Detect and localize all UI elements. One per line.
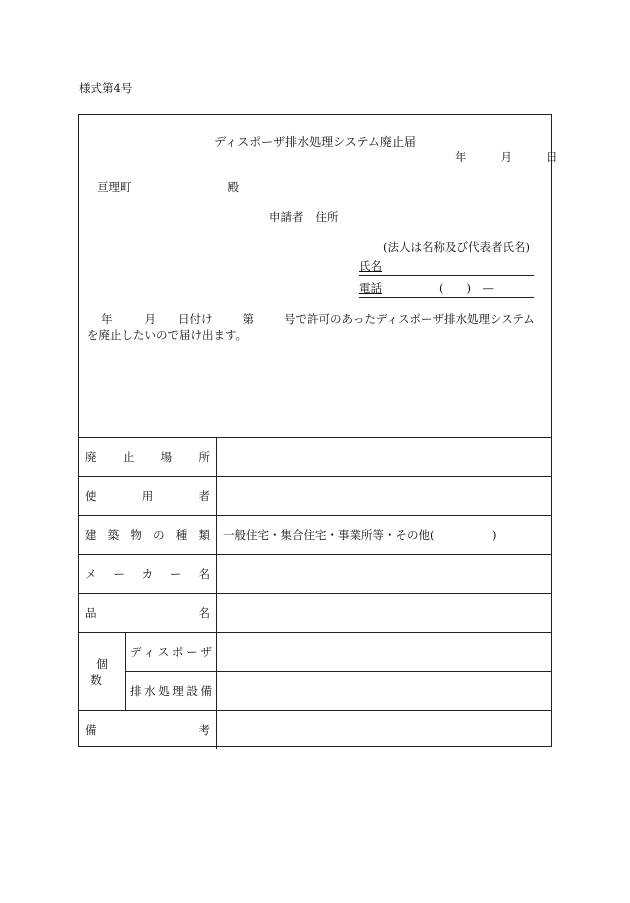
table-row	[79, 594, 551, 633]
count-sub-label: ディスポーザ	[126, 633, 217, 672]
row-value[interactable]	[217, 555, 552, 594]
notice-body	[87, 311, 543, 343]
count-sub-label: 排水処理設備	[126, 672, 217, 711]
form-header-area	[79, 115, 558, 437]
row-label: 品名	[79, 594, 217, 633]
row-label: メーカー名	[79, 555, 217, 594]
form-title: ディスポーザ排水処理システム廃止届	[214, 135, 416, 149]
count-label: 個数	[79, 633, 126, 711]
address-label: 住所	[315, 210, 339, 224]
body-day: 日付け	[178, 312, 213, 326]
table-row	[79, 672, 551, 711]
date-line	[455, 149, 558, 165]
remarks-value[interactable]	[217, 711, 552, 750]
row-label: 建築物の種類	[79, 516, 217, 555]
table-row	[79, 438, 551, 477]
date-year: 年	[455, 150, 467, 164]
remarks-label: 備考	[79, 711, 217, 750]
row-value[interactable]	[217, 438, 552, 477]
name-label: 氏名	[359, 259, 382, 273]
body-year: 年	[101, 312, 113, 326]
body-dai: 第	[242, 312, 254, 326]
name-field[interactable]	[359, 259, 534, 276]
addressee-honorific: 殿	[227, 180, 239, 194]
table-row	[79, 711, 551, 750]
count-sub-value[interactable]	[217, 672, 552, 711]
table-row	[79, 633, 551, 672]
date-month: 月	[500, 150, 512, 164]
date-day: 日	[546, 150, 558, 164]
table-row	[79, 555, 551, 594]
table-row	[79, 516, 551, 555]
body-month: 月	[144, 312, 156, 326]
applicant-label: 申請者	[269, 210, 304, 224]
row-label: 使用者	[79, 477, 217, 516]
phone-label: 電話	[359, 281, 382, 295]
form-sheet	[78, 114, 558, 747]
corporate-note: (法人は名称及び代表者氏名)	[383, 240, 530, 254]
row-label: 廃止場所	[79, 438, 217, 477]
addressee-town: 亘理町	[97, 180, 132, 194]
form-number: 様式第4号	[79, 81, 133, 95]
phone-placeholder: ( ) —	[439, 281, 494, 295]
row-value[interactable]	[217, 594, 552, 633]
phone-field[interactable]	[359, 281, 534, 298]
body-rest: 号で許可のあったディスポーザ排水処理システムを廃止したいので届け出ます。	[87, 312, 535, 342]
applicant-line	[269, 209, 339, 225]
addressee	[97, 179, 239, 195]
count-sub-value[interactable]	[217, 633, 552, 672]
row-value[interactable]: 一般住宅・集合住宅・事業所等・その他( )	[217, 516, 552, 555]
details-table	[79, 437, 551, 749]
row-value[interactable]	[217, 477, 552, 516]
table-row	[79, 477, 551, 516]
